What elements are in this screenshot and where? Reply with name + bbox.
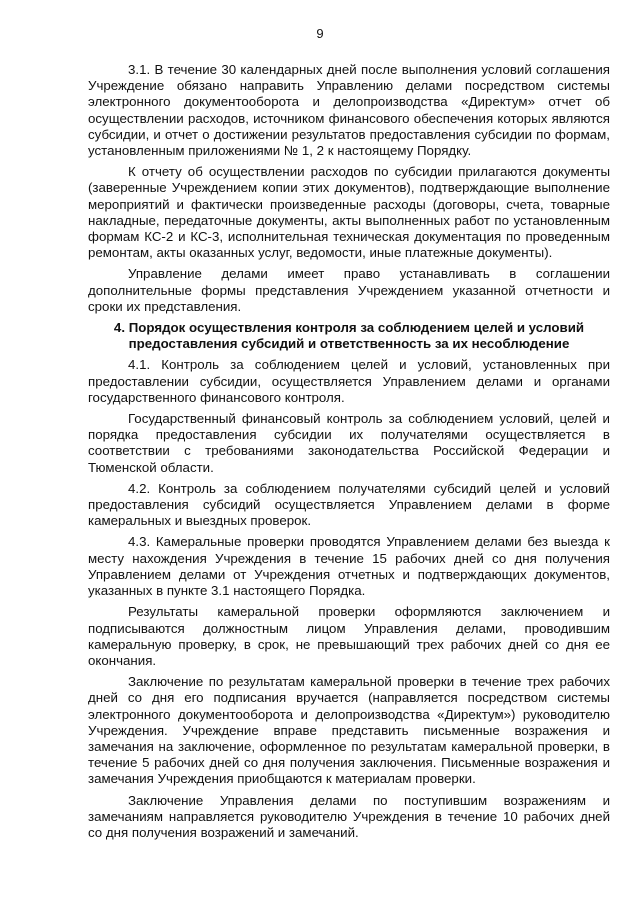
paragraph-additional-forms: Управление делами имеет право устанавливать в соглашении дополнительные формы представления Учреждением указанной отчетности и сроки их представления. xyxy=(88,266,610,314)
paragraph-3-1: 3.1. В течение 30 календарных дней после выполнения условий соглашения Учреждение обязано направить Управлению делами посредством системы электронного документооборота и делопроизводства «Директум» отчет об осуществлении расходов, источником финансового обеспечения которых являются субсидии, и отчет о достижении результатов предоставления субсидии по формам, установленным приложениями № 1, 2 к настоящему Порядку. xyxy=(88,62,610,159)
page-number: 9 xyxy=(316,26,324,41)
paragraph-conclusion-objections: Заключение Управления делами по поступившим возражениям и замечаниям направляется руководителю Учреждения в течение 10 рабочих дней со дня получения возражений и замечаний. xyxy=(88,792,610,840)
paragraph-inspection-results: Результаты камеральной проверки оформляются заключением и подписываются должностным лицом Управления делами, проводившим камеральную проверку, в срок, не превышающий трех рабочих дней со дня ее окончания. xyxy=(88,604,610,668)
paragraph-report-attachments: К отчету об осуществлении расходов по субсидии прилагаются документы (заверенные Учреждением копии этих документов), подтверждающие выполнение мероприятий и фактически произведенные расходы (договоры, счета, товарные накладные, передаточные документы, акты выполненных работ по установленным формам КС-2 и КС-3, исполнительная техническая документация по проведенным ремонтам, акты оказанных услуг, ведомости, иные платежные документы). xyxy=(88,164,610,261)
document-body xyxy=(88,62,610,846)
paragraph-4-1: 4.1. Контроль за соблюдением целей и условий, установленных при предоставлении субсидии, осуществляется Управлением делами и органами государственного финансового контроля. xyxy=(88,357,610,405)
paragraph-state-financial-control: Государственный финансовый контроль за соблюдением условий, целей и порядка предоставления субсидии их получателями осуществляется в соответствии с требованиями законодательства Российской Федерации и Тюменской области. xyxy=(88,411,610,475)
paragraph-4-3: 4.3. Камеральные проверки проводятся Управлением делами без выезда к месту нахождения Учреждения в течение 15 рабочих дней со дня получения Управлением делами от Учреждения отчетных и подтверждающих документов, указанных в пункте 3.1 настоящего Порядка. xyxy=(88,534,610,599)
section-heading: 4. Порядок осуществления контроля за соблюдением целей и условий предоставления субсидий и ответственность за их несоблюдение xyxy=(113,320,585,352)
paragraph-conclusion-delivery: Заключение по результатам камеральной проверки в течение трех рабочих дней со дня его подписания вручается (направляется посредством системы электронного документооборота и делопроизводства «Директум») руководителю Учреждения. Учреждение вправе представить письменные возражения и замечания на заключение, оформленное по результатам камеральной проверки, в течение 5 рабочих дней со дня получения заключения. Письменные возражения и замечания Учреждения приобщаются к материалам проверки. xyxy=(88,674,610,787)
paragraph-4-2: 4.2. Контроль за соблюдением получателями субсидий целей и условий предоставления субсидий осуществляется Управлением делами в форме камеральных и выездных проверок. xyxy=(88,480,610,529)
